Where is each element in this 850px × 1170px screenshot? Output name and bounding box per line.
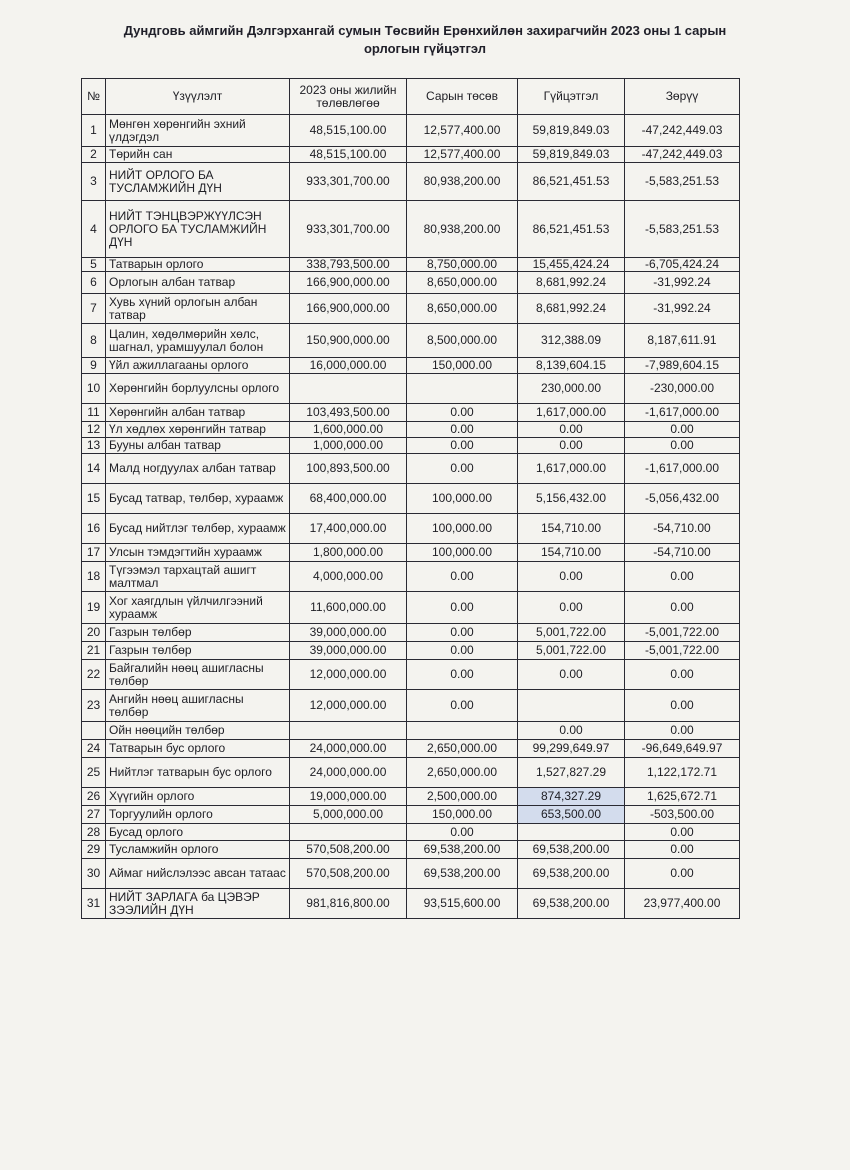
- row-difference: -54,710.00: [625, 514, 740, 544]
- row-annual-plan: 11,600,000.00: [290, 592, 407, 624]
- row-annual-plan: 933,301,700.00: [290, 201, 407, 258]
- header-exec: Гүйцэтгэл: [518, 79, 625, 115]
- row-number: 29: [82, 841, 106, 859]
- row-difference: 23,977,400.00: [625, 889, 740, 919]
- title-line-2: орлогын гүйцэтгэл: [363, 41, 487, 56]
- row-indicator: Байгалийн нөөц ашигласны төлбөр: [106, 660, 290, 690]
- row-monthly-budget: 0.00: [407, 624, 518, 642]
- row-indicator: Газрын төлбөр: [106, 624, 290, 642]
- table-row: [82, 562, 740, 592]
- row-difference: -503,500.00: [625, 806, 740, 824]
- row-execution: 69,538,200.00: [518, 859, 625, 889]
- table-row: [82, 544, 740, 562]
- row-number: 7: [82, 294, 106, 324]
- row-number: 24: [82, 740, 106, 758]
- row-number: 10: [82, 374, 106, 404]
- row-indicator: Орлогын албан татвар: [106, 272, 290, 294]
- header-row: [82, 79, 740, 115]
- row-monthly-budget: 12,577,400.00: [407, 115, 518, 147]
- row-annual-plan: 100,893,500.00: [290, 454, 407, 484]
- row-execution: 5,156,432.00: [518, 484, 625, 514]
- row-difference: -47,242,449.03: [625, 147, 740, 163]
- row-number: 13: [82, 438, 106, 454]
- table-row: [82, 660, 740, 690]
- row-monthly-budget: 100,000.00: [407, 484, 518, 514]
- row-annual-plan: 12,000,000.00: [290, 690, 407, 722]
- row-annual-plan: 1,600,000.00: [290, 422, 407, 438]
- table-row: [82, 147, 740, 163]
- row-indicator: Бусад орлого: [106, 824, 290, 841]
- table-row: [82, 788, 740, 806]
- row-difference: -230,000.00: [625, 374, 740, 404]
- row-indicator: Хөрөнгийн албан татвар: [106, 404, 290, 422]
- table-row: [82, 758, 740, 788]
- row-execution: 312,388.09: [518, 324, 625, 358]
- row-difference: 0.00: [625, 690, 740, 722]
- row-monthly-budget: 8,650,000.00: [407, 272, 518, 294]
- row-number: 21: [82, 642, 106, 660]
- row-annual-plan: 17,400,000.00: [290, 514, 407, 544]
- row-annual-plan: 4,000,000.00: [290, 562, 407, 592]
- row-indicator: Мөнгөн хөрөнгийн эхний үлдэгдэл: [106, 115, 290, 147]
- row-difference: 0.00: [625, 592, 740, 624]
- table-row: [82, 889, 740, 919]
- row-monthly-budget: 2,650,000.00: [407, 758, 518, 788]
- row-difference: -1,617,000.00: [625, 454, 740, 484]
- row-number: 1: [82, 115, 106, 147]
- row-difference: 1,122,172.71: [625, 758, 740, 788]
- row-indicator: Бууны албан татвар: [106, 438, 290, 454]
- table-row: [82, 324, 740, 358]
- row-annual-plan: 39,000,000.00: [290, 624, 407, 642]
- row-difference: -6,705,424.24: [625, 258, 740, 272]
- row-monthly-budget: 80,938,200.00: [407, 163, 518, 201]
- row-number: 20: [82, 624, 106, 642]
- row-indicator: НИЙТ ЗАРЛАГА ба ЦЭВЭР ЗЭЭЛИЙН ДҮН: [106, 889, 290, 919]
- row-annual-plan: 5,000,000.00: [290, 806, 407, 824]
- row-indicator: НИЙТ ОРЛОГО БА ТУСЛАМЖИЙН ДҮН: [106, 163, 290, 201]
- row-number: 26: [82, 788, 106, 806]
- row-indicator: Ойн нөөцийн төлбөр: [106, 722, 290, 740]
- row-annual-plan: 570,508,200.00: [290, 841, 407, 859]
- row-indicator: Үл хөдлөх хөрөнгийн татвар: [106, 422, 290, 438]
- row-difference: 0.00: [625, 859, 740, 889]
- row-difference: -5,056,432.00: [625, 484, 740, 514]
- row-annual-plan: [290, 824, 407, 841]
- row-difference: 8,187,611.91: [625, 324, 740, 358]
- row-annual-plan: 166,900,000.00: [290, 272, 407, 294]
- row-execution: [518, 824, 625, 841]
- table-row: [82, 824, 740, 841]
- row-annual-plan: 68,400,000.00: [290, 484, 407, 514]
- row-monthly-budget: 0.00: [407, 642, 518, 660]
- row-monthly-budget: [407, 722, 518, 740]
- table-row: [82, 272, 740, 294]
- row-execution: 1,617,000.00: [518, 404, 625, 422]
- table-row: [82, 374, 740, 404]
- row-monthly-budget: [407, 374, 518, 404]
- row-number: 19: [82, 592, 106, 624]
- row-monthly-budget: 0.00: [407, 592, 518, 624]
- row-number: 27: [82, 806, 106, 824]
- table-row: [82, 258, 740, 272]
- row-execution: 8,681,992.24: [518, 294, 625, 324]
- row-difference: 0.00: [625, 824, 740, 841]
- table-row: [82, 438, 740, 454]
- row-execution: 59,819,849.03: [518, 115, 625, 147]
- row-execution: [518, 690, 625, 722]
- row-execution: 0.00: [518, 592, 625, 624]
- row-number: 30: [82, 859, 106, 889]
- row-annual-plan: [290, 374, 407, 404]
- row-difference: -47,242,449.03: [625, 115, 740, 147]
- header-diff: Зөрүү: [625, 79, 740, 115]
- row-number: 22: [82, 660, 106, 690]
- row-number: 31: [82, 889, 106, 919]
- row-difference: 0.00: [625, 722, 740, 740]
- row-indicator: Хөрөнгийн борлуулсны орлого: [106, 374, 290, 404]
- row-number: 14: [82, 454, 106, 484]
- row-monthly-budget: 0.00: [407, 562, 518, 592]
- row-difference: -7,989,604.15: [625, 358, 740, 374]
- table-row: [82, 404, 740, 422]
- row-monthly-budget: 12,577,400.00: [407, 147, 518, 163]
- row-execution: 1,617,000.00: [518, 454, 625, 484]
- row-number: 3: [82, 163, 106, 201]
- table-row: [82, 841, 740, 859]
- row-annual-plan: 48,515,100.00: [290, 147, 407, 163]
- row-indicator: Татварын бус орлого: [106, 740, 290, 758]
- row-number: 12: [82, 422, 106, 438]
- row-monthly-budget: 100,000.00: [407, 544, 518, 562]
- row-number: 15: [82, 484, 106, 514]
- table-row: [82, 484, 740, 514]
- table-row: [82, 201, 740, 258]
- table-row: [82, 592, 740, 624]
- row-difference: 0.00: [625, 660, 740, 690]
- row-execution: 0.00: [518, 438, 625, 454]
- table-row: [82, 294, 740, 324]
- row-indicator: Улсын тэмдэгтийн хураамж: [106, 544, 290, 562]
- row-annual-plan: 150,900,000.00: [290, 324, 407, 358]
- row-number: 9: [82, 358, 106, 374]
- row-monthly-budget: 0.00: [407, 824, 518, 841]
- row-monthly-budget: 2,650,000.00: [407, 740, 518, 758]
- row-monthly-budget: 69,538,200.00: [407, 841, 518, 859]
- row-execution: 0.00: [518, 660, 625, 690]
- table-row: [82, 115, 740, 147]
- row-execution: 8,681,992.24: [518, 272, 625, 294]
- row-monthly-budget: 0.00: [407, 422, 518, 438]
- row-execution: 5,001,722.00: [518, 624, 625, 642]
- row-difference: 0.00: [625, 841, 740, 859]
- header-month: Сарын төсөв: [407, 79, 518, 115]
- row-indicator: Малд ногдуулах албан татвар: [106, 454, 290, 484]
- row-monthly-budget: 150,000.00: [407, 806, 518, 824]
- row-number: [82, 722, 106, 740]
- row-execution: 86,521,451.53: [518, 163, 625, 201]
- row-annual-plan: 933,301,700.00: [290, 163, 407, 201]
- row-annual-plan: 1,000,000.00: [290, 438, 407, 454]
- row-execution: 1,527,827.29: [518, 758, 625, 788]
- title-line-1: Дундговь аймгийн Дэлгэрхангай сумын Төсвийн Ерөнхийлөн захирагчийн 2023 оны 1 сарын: [123, 23, 727, 38]
- row-difference: -5,583,251.53: [625, 201, 740, 258]
- table-row: [82, 422, 740, 438]
- row-monthly-budget: 80,938,200.00: [407, 201, 518, 258]
- row-annual-plan: 19,000,000.00: [290, 788, 407, 806]
- row-execution: 8,139,604.15: [518, 358, 625, 374]
- row-number: 18: [82, 562, 106, 592]
- row-difference: 0.00: [625, 422, 740, 438]
- table-row: [82, 514, 740, 544]
- row-monthly-budget: 8,500,000.00: [407, 324, 518, 358]
- row-indicator: Хувь хүний орлогын албан татвар: [106, 294, 290, 324]
- row-number: 23: [82, 690, 106, 722]
- row-monthly-budget: 8,650,000.00: [407, 294, 518, 324]
- row-difference: -54,710.00: [625, 544, 740, 562]
- header-no: №: [82, 79, 106, 115]
- row-number: 11: [82, 404, 106, 422]
- row-annual-plan: 570,508,200.00: [290, 859, 407, 889]
- table-row: [82, 806, 740, 824]
- row-indicator: Аймаг нийслэлээс авсан татаас: [106, 859, 290, 889]
- table-row: [82, 163, 740, 201]
- row-execution: 230,000.00: [518, 374, 625, 404]
- row-indicator: Бусад татвар, төлбөр, хураамж: [106, 484, 290, 514]
- row-monthly-budget: 69,538,200.00: [407, 859, 518, 889]
- row-execution: 874,327.29: [518, 788, 625, 806]
- table-row: [82, 624, 740, 642]
- row-indicator: Хүүгийн орлого: [106, 788, 290, 806]
- row-annual-plan: 338,793,500.00: [290, 258, 407, 272]
- table-row: [82, 859, 740, 889]
- row-number: 17: [82, 544, 106, 562]
- row-annual-plan: 16,000,000.00: [290, 358, 407, 374]
- row-monthly-budget: 150,000.00: [407, 358, 518, 374]
- row-difference: -5,583,251.53: [625, 163, 740, 201]
- row-execution: 0.00: [518, 422, 625, 438]
- row-annual-plan: [290, 722, 407, 740]
- row-difference: 1,625,672.71: [625, 788, 740, 806]
- row-execution: 99,299,649.97: [518, 740, 625, 758]
- row-difference: -31,992.24: [625, 294, 740, 324]
- table-row: [82, 690, 740, 722]
- row-indicator: Татварын орлого: [106, 258, 290, 272]
- row-execution: 59,819,849.03: [518, 147, 625, 163]
- row-difference: -31,992.24: [625, 272, 740, 294]
- row-indicator: Газрын төлбөр: [106, 642, 290, 660]
- row-number: 8: [82, 324, 106, 358]
- row-number: 6: [82, 272, 106, 294]
- row-difference: -96,649,649.97: [625, 740, 740, 758]
- row-number: 5: [82, 258, 106, 272]
- row-execution: 5,001,722.00: [518, 642, 625, 660]
- row-monthly-budget: 0.00: [407, 660, 518, 690]
- row-number: 16: [82, 514, 106, 544]
- header-name: Үзүүлэлт: [106, 79, 290, 115]
- row-difference: -5,001,722.00: [625, 624, 740, 642]
- page-title: [60, 22, 790, 58]
- row-annual-plan: 24,000,000.00: [290, 740, 407, 758]
- row-number: 25: [82, 758, 106, 788]
- row-indicator: Цалин, хөдөлмөрийн хөлс, шагнал, урамшуулал болон: [106, 324, 290, 358]
- row-indicator: Ангийн нөөц ашигласны төлбөр: [106, 690, 290, 722]
- row-monthly-budget: 0.00: [407, 404, 518, 422]
- row-indicator: Бусад нийтлэг төлбөр, хураамж: [106, 514, 290, 544]
- row-monthly-budget: 0.00: [407, 690, 518, 722]
- row-execution: 69,538,200.00: [518, 889, 625, 919]
- row-execution: 69,538,200.00: [518, 841, 625, 859]
- table-row: [82, 642, 740, 660]
- row-annual-plan: 166,900,000.00: [290, 294, 407, 324]
- row-annual-plan: 24,000,000.00: [290, 758, 407, 788]
- row-difference: 0.00: [625, 562, 740, 592]
- row-indicator: Торгуулийн орлого: [106, 806, 290, 824]
- revenue-table: [81, 78, 740, 919]
- row-number: 2: [82, 147, 106, 163]
- row-annual-plan: 39,000,000.00: [290, 642, 407, 660]
- row-number: 4: [82, 201, 106, 258]
- row-indicator: Түгээмэл тархацтай ашигт малтмал: [106, 562, 290, 592]
- row-indicator: Төрийн сан: [106, 147, 290, 163]
- row-execution: 0.00: [518, 562, 625, 592]
- table-row: [82, 722, 740, 740]
- row-annual-plan: 48,515,100.00: [290, 115, 407, 147]
- table-row: [82, 740, 740, 758]
- row-execution: 154,710.00: [518, 544, 625, 562]
- row-annual-plan: 1,800,000.00: [290, 544, 407, 562]
- row-execution: 0.00: [518, 722, 625, 740]
- row-difference: -5,001,722.00: [625, 642, 740, 660]
- row-indicator: Хог хаягдлын үйлчилгээний хураамж: [106, 592, 290, 624]
- row-execution: 154,710.00: [518, 514, 625, 544]
- row-indicator: Үйл ажиллагааны орлого: [106, 358, 290, 374]
- row-monthly-budget: 2,500,000.00: [407, 788, 518, 806]
- row-execution: 653,500.00: [518, 806, 625, 824]
- row-annual-plan: 12,000,000.00: [290, 660, 407, 690]
- row-monthly-budget: 8,750,000.00: [407, 258, 518, 272]
- row-difference: 0.00: [625, 438, 740, 454]
- row-indicator: Тусламжийн орлого: [106, 841, 290, 859]
- row-execution: 15,455,424.24: [518, 258, 625, 272]
- row-difference: -1,617,000.00: [625, 404, 740, 422]
- table-row: [82, 358, 740, 374]
- header-plan: 2023 оны жилийн төлөвлөгөө: [290, 79, 407, 115]
- row-indicator: НИЙТ ТЭНЦВЭРЖҮҮЛСЭН ОРЛОГО БА ТУСЛАМЖИЙН ДҮН: [106, 201, 290, 258]
- row-annual-plan: 103,493,500.00: [290, 404, 407, 422]
- row-annual-plan: 981,816,800.00: [290, 889, 407, 919]
- row-execution: 86,521,451.53: [518, 201, 625, 258]
- table-row: [82, 454, 740, 484]
- row-monthly-budget: 0.00: [407, 454, 518, 484]
- row-monthly-budget: 100,000.00: [407, 514, 518, 544]
- row-monthly-budget: 0.00: [407, 438, 518, 454]
- row-monthly-budget: 93,515,600.00: [407, 889, 518, 919]
- row-number: 28: [82, 824, 106, 841]
- row-indicator: Нийтлэг татварын бус орлого: [106, 758, 290, 788]
